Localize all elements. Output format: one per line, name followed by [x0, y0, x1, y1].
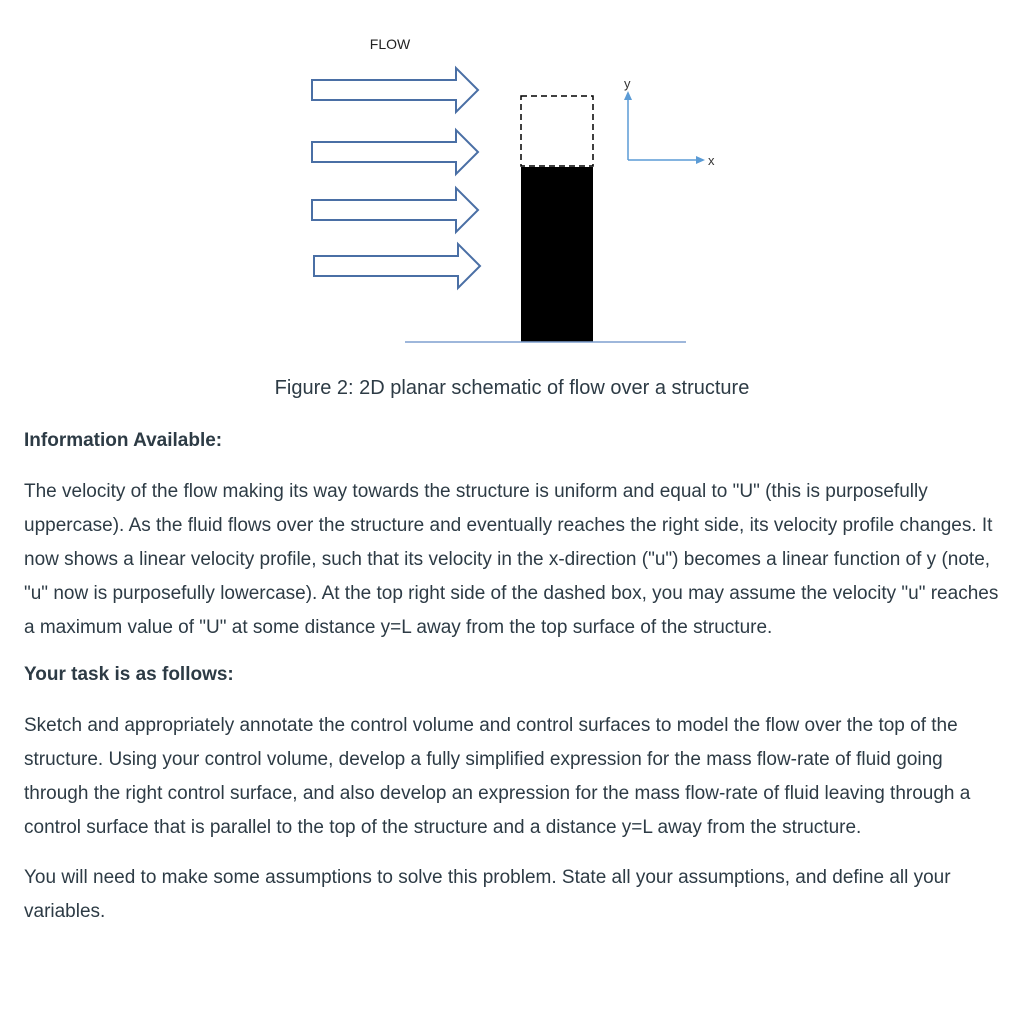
figure-caption: Figure 2: 2D planar schematic of flow over a structure: [274, 377, 750, 399]
flow-arrow-1: [312, 68, 478, 112]
y-axis-label: y: [624, 76, 631, 91]
info-paragraph: The velocity of the flow making its way towards the structure is uniform and equal to "U" (this is purposefully uppercase). As the fluid flows over the structure and eventually reaches the right side, its velocity profile changes. It now shows a linear velocity profile, such that its velocity in the x-direction ("u") becomes a linear function of y (note, "u" now is purposefully lowercase). At the top right side of the dashed box, you may assume the velocity "u" reaches a maximum value of "U" at some distance y=L away from the top surface of the structure.: [24, 481, 999, 638]
task-paragraph: Sketch and appropriately annotate the control volume and control surfaces to model the flow over the top of the structure. Using your control volume, develop a fully simplified expression for the mass flow-rate of fluid going through the right control surface, and also develop an expression for the mass flow-rate of fluid leaving through a control surface that is parallel to the top of the structure and a distance y=L away from the structure.: [24, 715, 971, 838]
flow-arrow-2: [312, 130, 478, 174]
info-heading: Information Available:: [24, 430, 223, 451]
problem-text: [24, 425, 1000, 929]
flow-arrow-3: [312, 188, 478, 232]
structure-block: [521, 167, 593, 342]
schematic-drawing: [0, 0, 1024, 410]
flow-schematic-figure: [0, 0, 1024, 410]
flow-arrow-4: [314, 244, 480, 288]
y-axis-arrowhead: [624, 91, 632, 100]
x-axis-arrowhead: [696, 156, 705, 164]
assumptions-paragraph: You will need to make some assumptions to solve this problem. State all your assumptions, and define all your variables.: [24, 867, 951, 922]
x-axis-label: x: [708, 153, 715, 168]
task-heading: Your task is as follows:: [24, 664, 234, 685]
dashed-control-box: [521, 96, 593, 166]
flow-label: FLOW: [369, 36, 411, 52]
